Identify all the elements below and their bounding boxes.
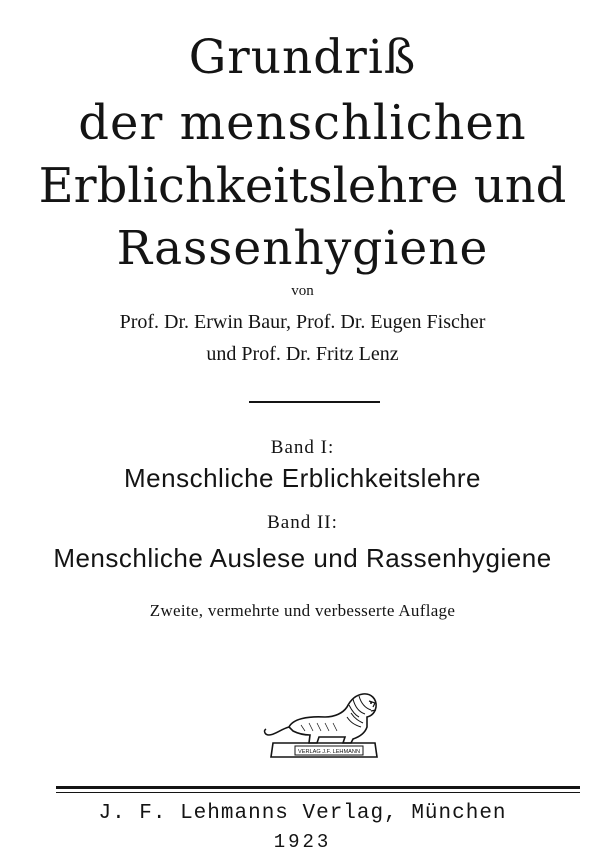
section-divider [249,401,380,403]
authors-line-2: und Prof. Dr. Fritz Lenz [206,343,399,365]
publication-year: 1923 [273,831,332,853]
von-label: von [291,283,314,299]
authors-line-1: Prof. Dr. Erwin Baur, Prof. Dr. Eugen Fischer [119,311,486,333]
edition-note: Zweite, vermehrte und verbesserte Auflage [149,601,456,620]
volume-1-title: Menschliche Erblichkeitslehre [124,463,481,493]
volume-1-label: Band I: [270,437,335,458]
logo-plaque-text: VERLAG J.F. LEHMANN [298,749,361,755]
title-line-2: der menschlichen [78,95,527,151]
publisher-imprint: J. F. Lehmanns Verlag, München [98,802,507,825]
volume-2-title: Menschliche Auslese und Rassenhygiene [53,543,552,573]
title-line-1: Grundriß [188,30,417,85]
footer-rule-thick [56,786,580,789]
volume-2-label: Band II: [267,512,338,533]
lion-publisher-emblem-icon [255,683,385,765]
title-line-4: Rassenhygiene [116,221,489,276]
title-line-3: Erblichkeitslehre und [38,158,567,214]
footer-rule-thin [56,792,580,793]
